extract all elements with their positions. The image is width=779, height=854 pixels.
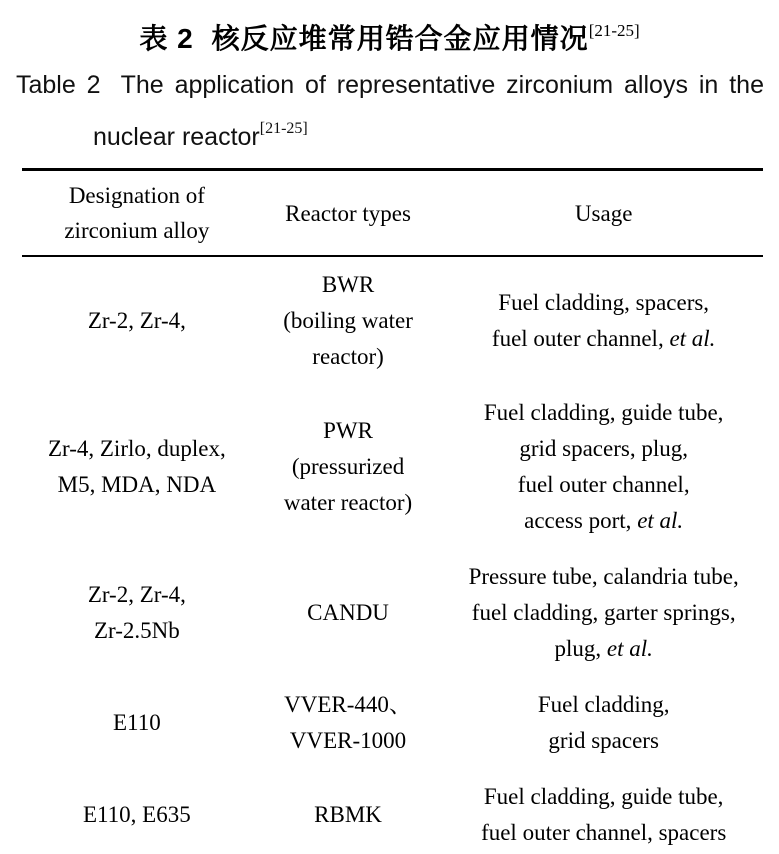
cell-line: (boiling water [283, 308, 413, 333]
cell-line: RBMK [314, 802, 382, 827]
cell-line: fuel cladding, garter springs, [471, 600, 736, 625]
table-caption-english [16, 63, 764, 159]
cell-reactor-type [252, 395, 445, 539]
header-line: Designation of [68, 183, 205, 208]
cell-reactor-type [252, 779, 445, 851]
cell-alloy-designation [22, 395, 252, 539]
header-line: Usage [574, 200, 633, 226]
cell-line: grid spacers, plug, [519, 436, 688, 461]
cell-line: Zr-2.5Nb [93, 618, 180, 643]
table-caption-chinese [0, 0, 779, 58]
caption-en-text-continued: nuclear reactor [93, 123, 260, 151]
cell-line: Fuel cladding, guide tube, [483, 400, 724, 425]
table-header-row [22, 171, 763, 257]
cell-line: Zr-4, Zirlo, duplex, [47, 436, 226, 461]
caption-en-reference: [21-25] [259, 120, 308, 137]
cell-usage [444, 779, 763, 851]
cell-line: (pressurized [291, 454, 405, 479]
cell-line: Fuel cladding, spacers, [498, 290, 710, 315]
table-row [22, 385, 763, 549]
cell-line: VVER-1000 [289, 728, 407, 753]
table-body [22, 257, 763, 854]
cell-line: fuel outer channel, et al. [491, 326, 716, 351]
table-row [22, 677, 763, 769]
cell-line: grid spacers [548, 728, 659, 753]
caption-en-line1 [16, 63, 764, 107]
cell-usage [444, 559, 763, 667]
cell-line: reactor) [312, 344, 384, 369]
cell-line: water reactor) [283, 490, 413, 515]
cell-line: Pressure tube, calandria tube, [468, 564, 739, 589]
caption-zh-text: 核反应堆常用锆合金应用情况 [211, 23, 589, 54]
cell-alloy-designation [22, 559, 252, 667]
zirconium-alloy-table [22, 168, 763, 854]
table-row [22, 257, 763, 385]
cell-line: fuel outer channel, spacers [481, 820, 727, 845]
cell-line: Fuel cladding, [537, 692, 670, 717]
cell-line: BWR [321, 272, 375, 297]
cell-line: Zr-2, Zr-4, [87, 582, 186, 607]
cell-reactor-type [252, 559, 445, 667]
cell-usage [444, 687, 763, 759]
cell-alloy-designation [22, 687, 252, 759]
cell-reactor-type [252, 687, 445, 759]
column-header-reactor-types [252, 178, 445, 248]
cell-usage [444, 395, 763, 539]
caption-en-label: Table 2 [16, 71, 101, 99]
cell-line: E110, E635 [82, 802, 191, 827]
cell-line: M5, MDA, NDA [57, 472, 217, 497]
cell-line: Fuel cladding, guide tube, [483, 784, 724, 809]
cell-line: VVER-440、 [284, 692, 412, 717]
caption-en-line2 [16, 107, 764, 159]
cell-alloy-designation [22, 267, 252, 375]
cell-line: E110 [113, 710, 161, 735]
cell-line: Zr-2, Zr-4, [87, 308, 186, 333]
cell-line: access port, et al. [524, 508, 684, 533]
table-row [22, 549, 763, 677]
header-line: zirconium alloy [64, 218, 210, 243]
cell-usage [444, 267, 763, 375]
cell-alloy-designation [22, 779, 252, 851]
cell-line: PWR [323, 418, 373, 443]
caption-zh-reference: [21-25] [588, 21, 640, 40]
cell-reactor-type [252, 267, 445, 375]
header-line: Reactor types [285, 200, 411, 226]
cell-line: CANDU [307, 600, 389, 625]
column-header-alloy-designation [22, 178, 252, 248]
cell-line: fuel outer channel, [517, 472, 690, 497]
table-row [22, 769, 763, 854]
caption-zh-label: 表 2 [139, 23, 194, 54]
column-header-usage [444, 178, 763, 248]
caption-en-text: The application of representative zirconium alloys in the [120, 71, 764, 99]
cell-line: plug, et al. [554, 636, 653, 661]
